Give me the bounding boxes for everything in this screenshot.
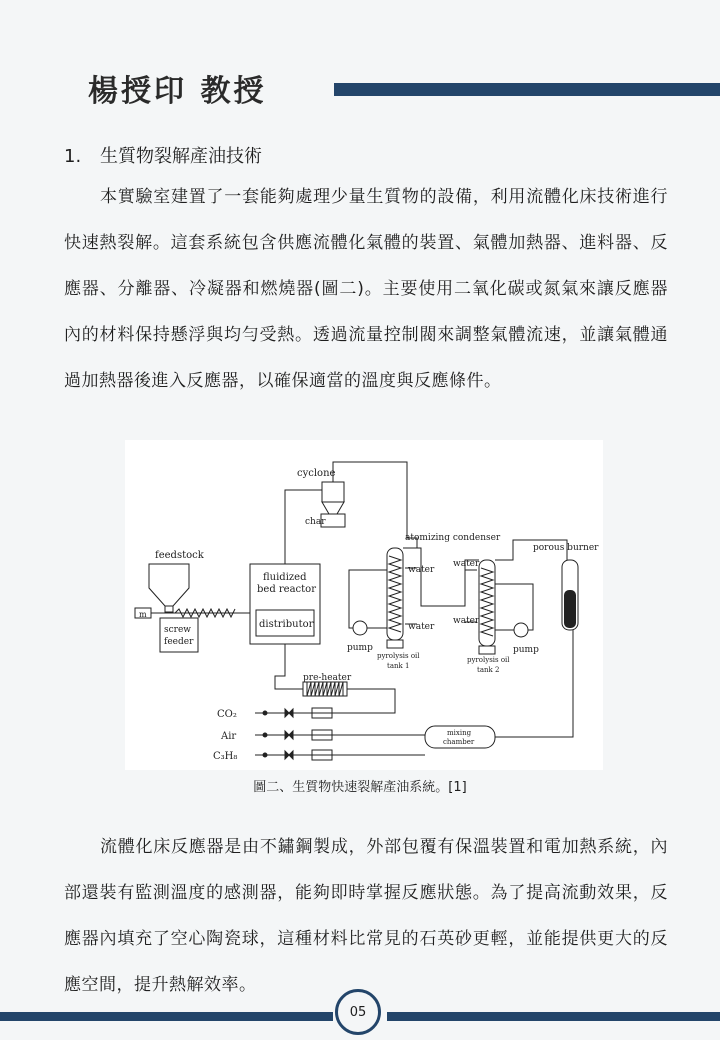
reactor-label-1: fluidized [263,572,307,583]
condenser-2-coil [481,568,493,636]
section-heading [64,142,262,168]
cyclone-body [322,482,344,502]
air-valve [285,731,293,739]
pump-2-loop-line [495,584,533,630]
co2-valve [285,709,293,717]
water-in-label-2: water [453,559,480,569]
distributor-label: distributor [259,619,314,630]
pump-2-label: pump [513,645,539,655]
co2-source-dot [263,711,267,715]
feeder-label: feeder [164,637,194,647]
pre-heater-label: pre-heater [303,673,352,683]
header-accent-bar [334,83,720,96]
co2-line [255,689,395,713]
water-out-label-2: water [453,616,480,626]
footer-accent-bar-right [387,1012,720,1021]
figure-caption: 圖二、生質物快速裂解產油系統。[1] [253,780,467,795]
page-number: 05 [349,1004,367,1020]
page-number-badge [335,989,381,1035]
pre-heater-coil-lines [307,682,343,696]
air-source-dot [263,733,267,737]
footer-accent-bar-left [0,1012,333,1021]
hopper-neck [165,606,173,612]
co2-label: CO₂ [217,709,237,720]
mixing-label-1: mixing [447,729,472,737]
condenser-2 [479,560,495,646]
porous-burner-media [564,590,576,628]
char-label: char [305,517,326,527]
air-label: Air [221,731,237,742]
condenser-1-coil [389,556,401,632]
feedstock-hopper [149,564,189,606]
page-header-title: 楊授印 教授 [88,74,267,109]
pump-1-label: pump [347,643,373,653]
tank-1 [387,640,403,648]
water-in-label-1: water [408,565,435,575]
porous-burner-label: porous burner [533,543,599,553]
tank-1-label-1: pyrolysis oil [377,652,420,660]
cyclone-cone [322,502,344,514]
feedstock-label: feedstock [155,550,204,561]
pump-1 [353,621,367,635]
reactor-label-2: bed reactor [257,584,316,595]
paragraph-reactor: 流體化床反應器是由不鏽鋼製成，外部包覆有保溫裝置和電加熱系統，內部還裝有監測溫度的感測器，能夠即時掌握反應狀態。為了提高流動效果，反應器內填充了空心陶瓷球，這種材料比常見的石英砂更輕，並能提供更大的反應空間，提升熱解效率。 [64,837,668,995]
pump-2 [514,623,528,637]
preheater-to-reactor-line [275,644,303,689]
c3h8-source-dot [263,753,267,757]
tank-2-label-2: tank 2 [477,666,500,674]
c3h8-valve [285,751,293,759]
mixing-label-2: chamber [443,738,475,746]
condenser-1-to-2-line [403,548,479,606]
section-title: 生質物裂解產油技術 [100,146,262,167]
screw-label: screw [164,625,191,635]
water-out-label-1: water [408,622,435,632]
paragraph-intro: 本實驗室建置了一套能夠處理少量生質物的設備，利用流體化床技術進行快速熱裂解。這套系統包含供應流體化氣體的裝置、氣體加熱器、進料器、反應器、分離器、冷凝器和燃燒器(圖二)。主要使用二氧化碳或氮氣來讓反應器內的材料保持懸浮與均勻受熱。透過流量控制閥來調整氣體流速，並讓氣體通過加熱器後進入反應器，以確保適當的溫度與反應條件。 [64,187,668,391]
system-diagram-figure [125,440,603,770]
cyclone-label: cyclone [297,468,336,479]
motor-label: m [139,610,147,619]
tank-1-label-2: tank 1 [387,662,410,670]
atomizing-condenser-label: atomizing condenser [405,533,501,543]
tank-2 [479,646,495,654]
tank-2-label-1: pyrolysis oil [467,656,510,664]
section-number: 1. [64,146,82,167]
c3h8-label: C₃H₈ [213,751,238,762]
pyrolysis-system-diagram [125,440,603,770]
pump-1-loop-line [349,570,387,628]
